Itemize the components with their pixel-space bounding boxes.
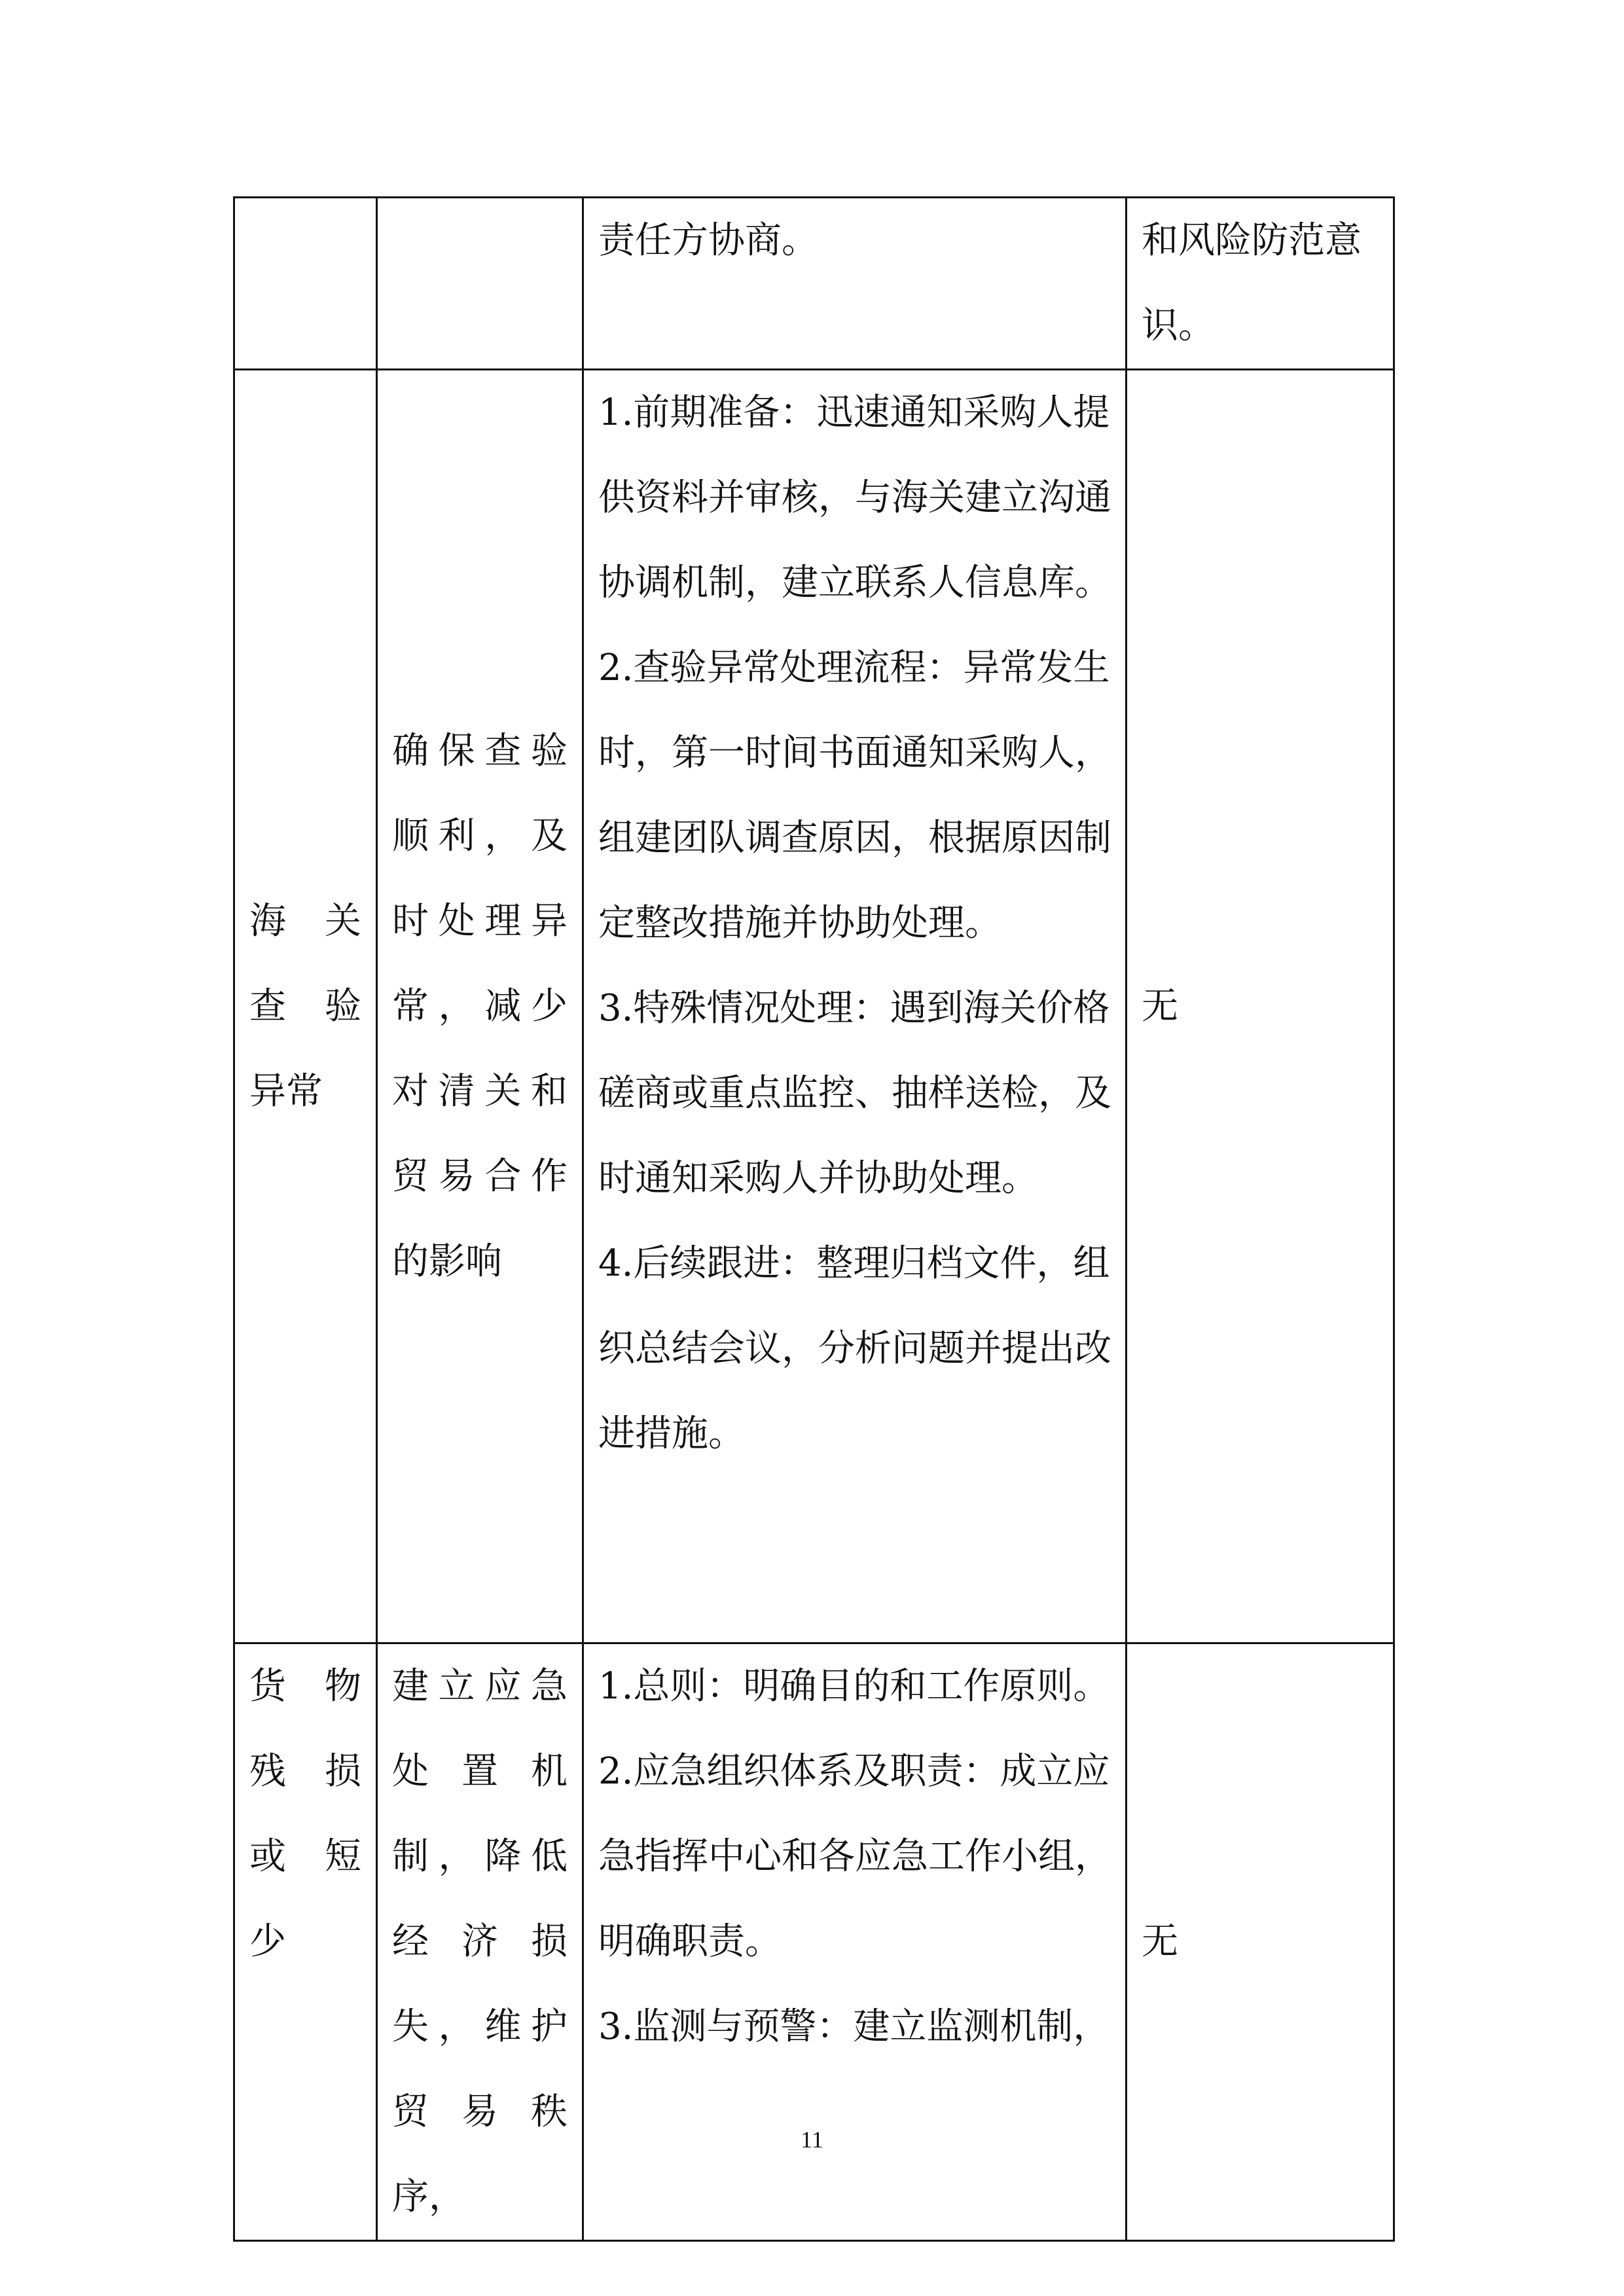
goal-text: 确保查验顺利，及时处理异常，减少对清关和贸易合作的影响 (392, 729, 568, 1283)
measures-cell (583, 198, 1127, 370)
measure-item: 4.后续跟进：整理归档文件，组织总结会议，分析问题并提出改进措施。 (598, 1242, 1111, 1455)
category-cell (234, 198, 377, 370)
goal-text: 建立应急处置机制，降低经济损失，维护贸易秩序， (392, 1665, 568, 2218)
measure-item: 3.特殊情况处理：遇到海关价格磋商或重点监控、抽样送检，及时通知采购人并协助处理。 (598, 987, 1111, 1200)
table-row (234, 370, 1394, 1643)
category-line: 少 (249, 1920, 286, 1963)
measures-text: 责任方协商。 (598, 219, 818, 262)
category-line: 异常 (249, 1069, 323, 1113)
category-line: 货 物 (249, 1665, 361, 1708)
category-cell (234, 370, 377, 1643)
remarks-text: 和风险防范意识。 (1142, 219, 1362, 347)
measure-item: 2.应急组织体系及职责：成立应急指挥中心和各应急工作小组，明确职责。 (598, 1750, 1111, 1963)
remarks-cell (1127, 198, 1394, 370)
measures-cell (583, 370, 1127, 1643)
remarks-text: 无 (1142, 984, 1178, 1028)
measure-item: 1.总则：明确目的和工作原则。 (598, 1665, 1110, 1708)
table-row (234, 198, 1394, 370)
measure-item: 2.查验异常处理流程：异常发生时，第一时间书面通知采购人，组建团队调查原因，根据原因制定整改措施并协助处理。 (598, 647, 1111, 944)
page-number: 11 (801, 2126, 823, 2153)
measure-item: 3.监测与预警：建立监测机制， (598, 2005, 1110, 2048)
remarks-text: 无 (1142, 1920, 1178, 1963)
goal-cell (377, 198, 583, 370)
category-line: 海 关 (249, 899, 361, 942)
measure-item: 1.前期准备：迅速通知采购人提供资料并审核，与海关建立沟通协调机制，建立联系人信息库。 (598, 391, 1111, 604)
remarks-cell (1127, 370, 1394, 1643)
category-line: 残 损 (249, 1750, 361, 1793)
risk-measures-table (233, 196, 1395, 2242)
category-line: 查 验 (249, 984, 361, 1028)
category-line: 或 短 (249, 1835, 361, 1878)
goal-cell (377, 370, 583, 1643)
